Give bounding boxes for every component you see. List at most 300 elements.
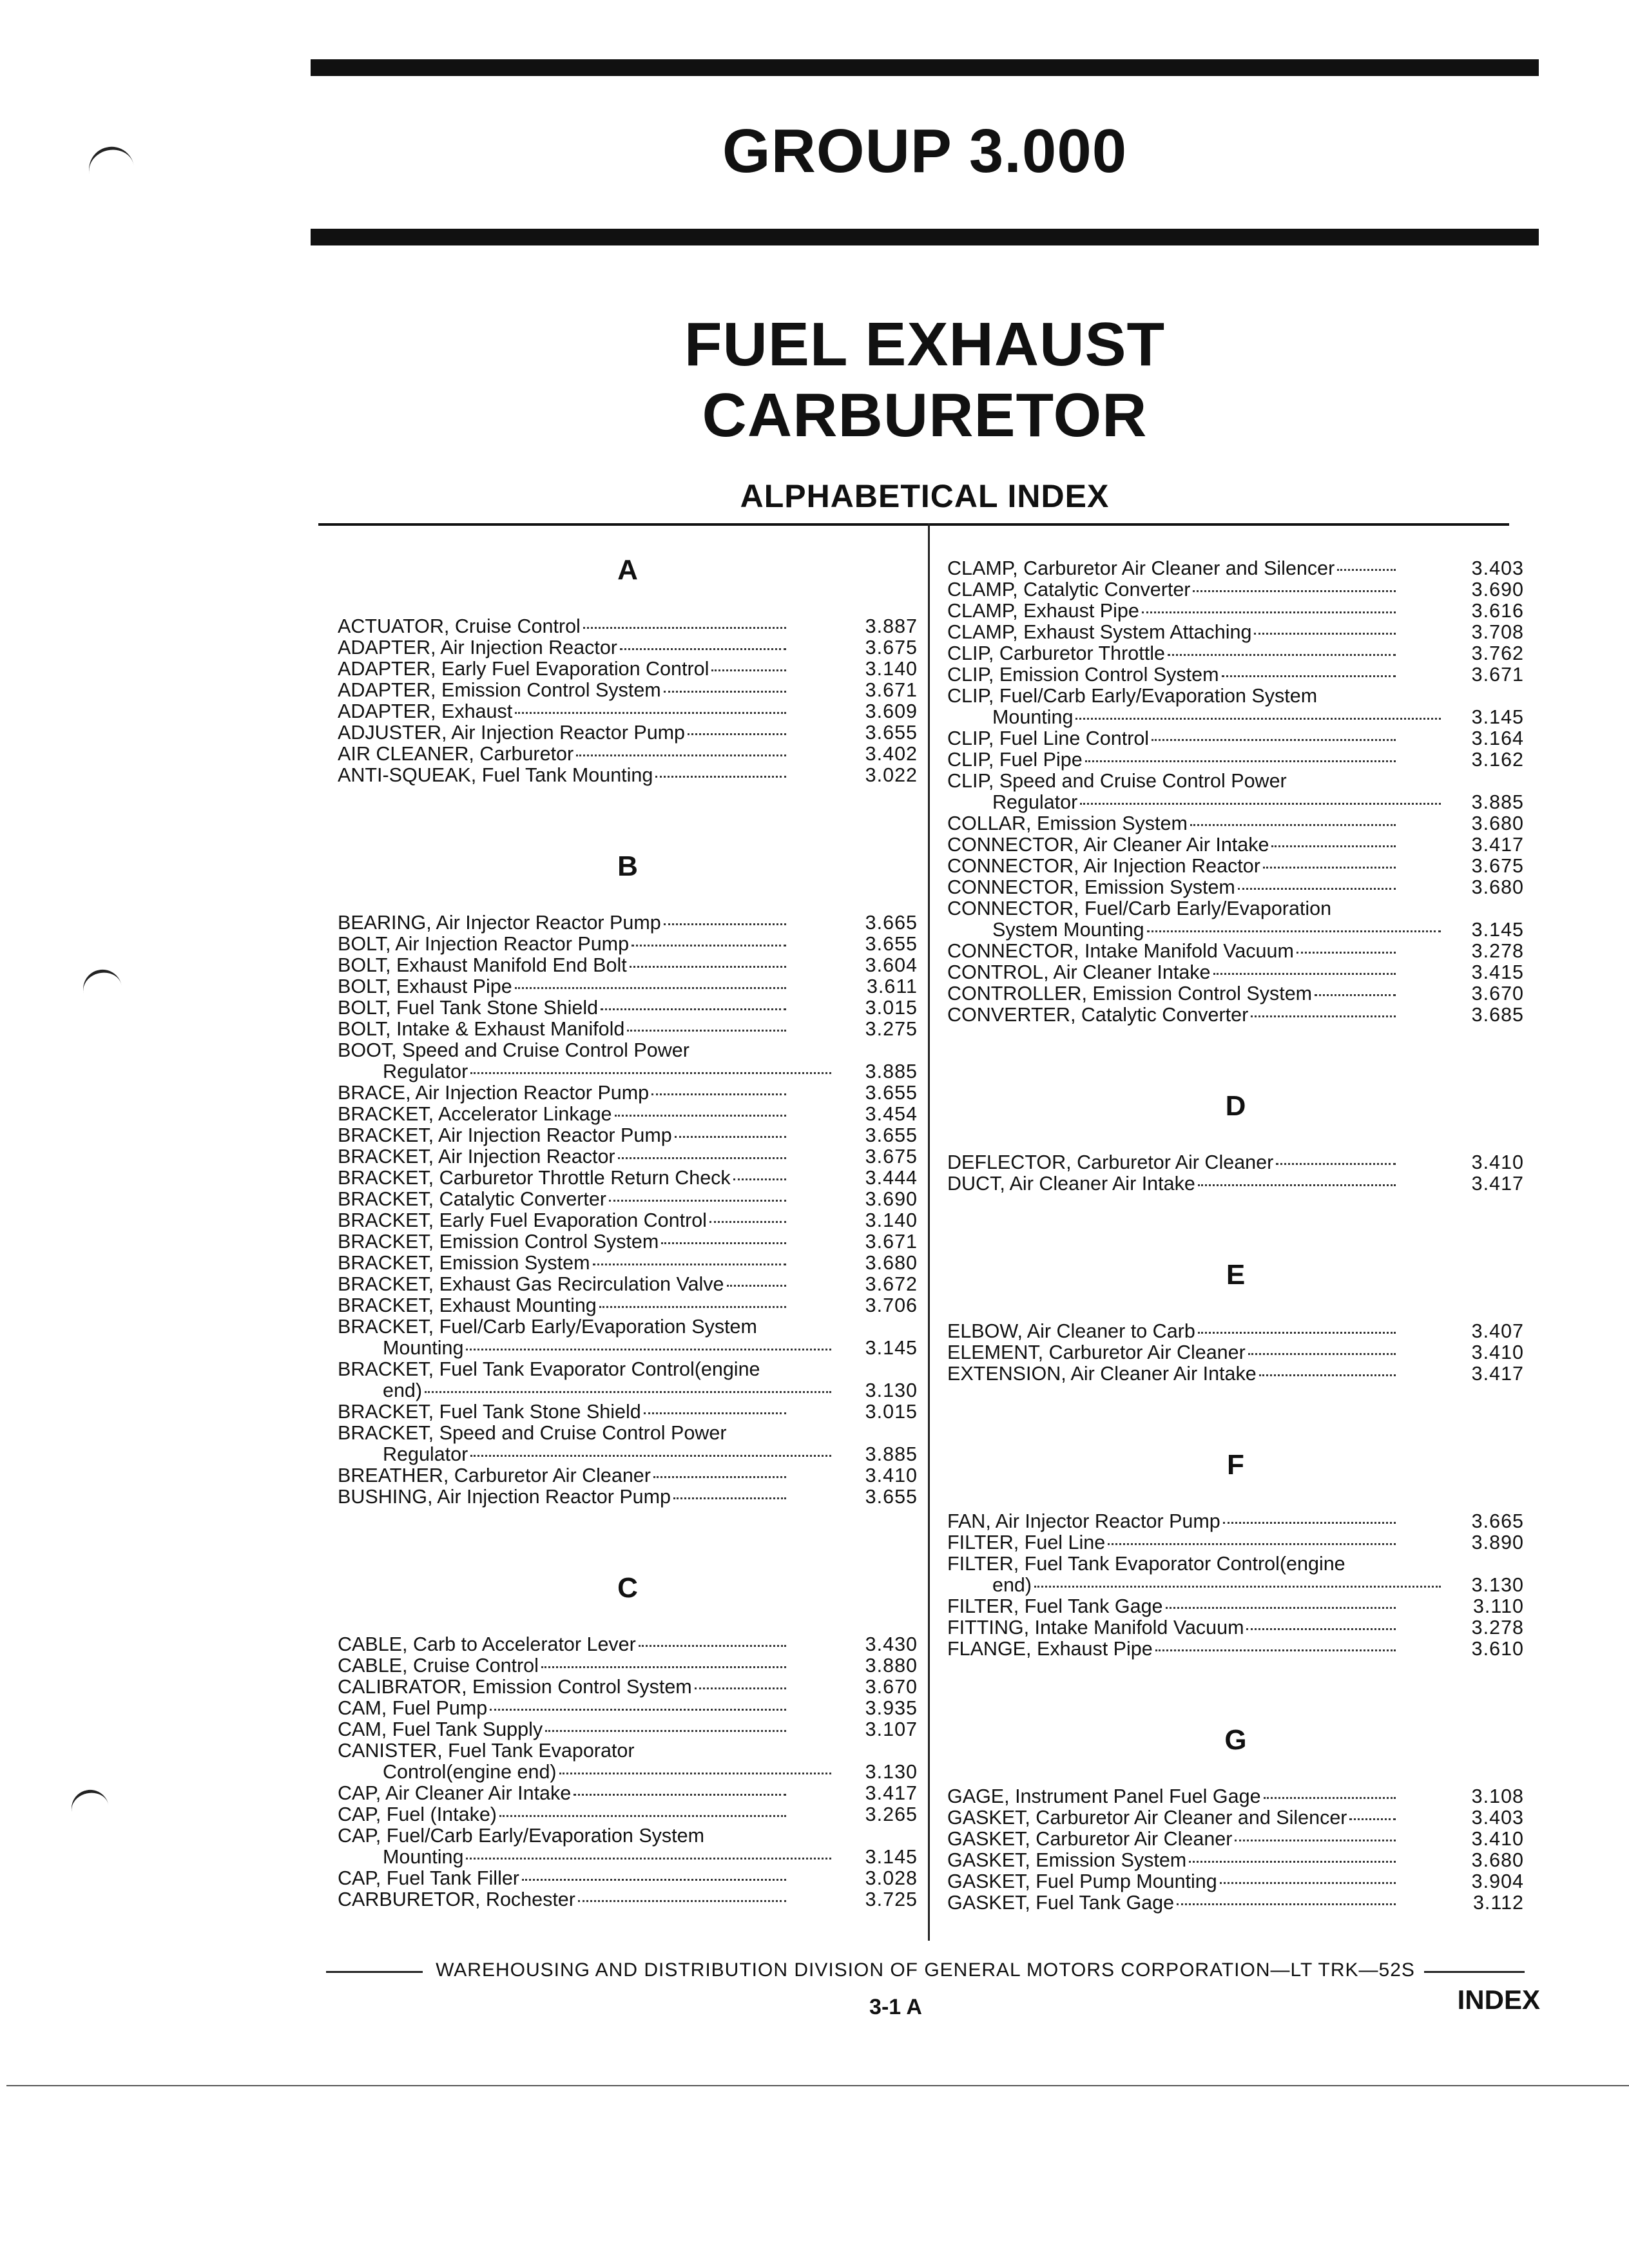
left-index-column — [338, 554, 918, 1910]
dot-leader — [630, 966, 786, 968]
dot-leader — [1189, 1861, 1396, 1863]
index-entry-line — [338, 934, 789, 955]
dot-leader — [1251, 1015, 1396, 1017]
index-entry-text: CABLE, Cruise Control — [338, 1655, 539, 1677]
index-entry-text: end) — [383, 1379, 423, 1401]
index-entry-text: CALIBRATOR, Emission Control System — [338, 1676, 692, 1698]
dot-leader — [1034, 1586, 1441, 1588]
index-entry — [338, 1253, 918, 1274]
group-spacer — [947, 1026, 1524, 1090]
index-entry-page: 3.655 — [865, 933, 918, 955]
index-entry-page: 3.275 — [865, 1018, 918, 1040]
dot-leader — [1152, 739, 1396, 741]
index-entry-line — [338, 1210, 789, 1231]
index-entry — [338, 912, 918, 934]
index-entry-page: 3.885 — [865, 1061, 918, 1082]
dot-leader — [1222, 675, 1396, 677]
dot-leader — [1198, 1184, 1396, 1186]
index-entry-page: 3.762 — [1471, 642, 1524, 664]
dot-leader — [1349, 1818, 1396, 1820]
dot-leader — [627, 1030, 786, 1032]
index-entry-text: BRACKET, Catalytic Converter — [338, 1188, 606, 1210]
dot-leader — [1213, 973, 1396, 975]
index-entry-page: 3.655 — [865, 1082, 918, 1104]
index-entry-text: Control(engine end) — [383, 1761, 557, 1783]
index-entry-text: ADAPTER, Exhaust — [338, 700, 513, 722]
dot-leader — [1315, 994, 1396, 996]
index-entry-page: 3.145 — [865, 1846, 918, 1868]
index-entry-page: 3.028 — [865, 1867, 918, 1889]
index-entry-page: 3.107 — [865, 1718, 918, 1740]
index-entry-text: FILTER, Fuel Tank Gage — [947, 1595, 1163, 1617]
index-entry-page: 3.110 — [1472, 1595, 1524, 1617]
dot-leader — [727, 1285, 786, 1287]
dot-leader — [1264, 1797, 1396, 1799]
dot-leader — [1296, 952, 1396, 954]
index-entry-page: 3.410 — [1471, 1828, 1524, 1850]
index-entry-line — [338, 976, 789, 997]
index-entry-line — [947, 1829, 1398, 1850]
index-entry — [338, 722, 918, 744]
dot-leader — [1166, 1607, 1396, 1609]
index-entry-page: 3.278 — [1471, 1617, 1524, 1639]
index-entry-text: CLIP, Carburetor Throttle — [947, 642, 1165, 664]
index-entry-line — [947, 1850, 1398, 1871]
index-entry-text: CAP, Fuel Tank Filler — [338, 1867, 519, 1889]
index-entry-line — [947, 1342, 1398, 1363]
index-entry — [338, 1295, 918, 1316]
right-index-column — [947, 558, 1524, 1914]
index-entry-line — [338, 1380, 834, 1401]
index-entry-text: Regulator — [383, 1443, 468, 1465]
index-entry-line — [338, 1061, 834, 1082]
index-entry-line — [338, 1847, 834, 1868]
index-entry-line — [338, 1719, 789, 1740]
dot-leader — [545, 1730, 786, 1732]
dot-leader — [1080, 803, 1441, 805]
index-entry-text: Mounting — [383, 1337, 464, 1359]
column-divider — [928, 523, 930, 1941]
index-entry — [338, 1189, 918, 1210]
index-entry-page: 3.680 — [1471, 812, 1524, 834]
index-entry-line — [947, 1617, 1398, 1639]
index-letter-heading: D — [1225, 1090, 1246, 1122]
index-entry-line — [338, 637, 789, 658]
index-entry-page: 3.725 — [865, 1888, 918, 1910]
index-entry-line — [338, 658, 789, 680]
index-entry-page: 3.604 — [865, 954, 918, 976]
index-entry-text: CLIP, Fuel Pipe — [947, 749, 1083, 771]
page-bottom-rule — [6, 2085, 1629, 2086]
index-entry-text: Mounting — [383, 1846, 464, 1868]
dot-leader — [664, 923, 786, 925]
index-entry-line — [947, 664, 1398, 686]
index-entry-page: 3.670 — [865, 1676, 918, 1698]
index-entry-page: 3.708 — [1471, 621, 1524, 643]
dot-leader — [615, 1115, 786, 1117]
index-entry-line — [338, 1189, 789, 1210]
index-entry-line — [947, 1363, 1398, 1385]
index-entry-page: 3.164 — [1471, 727, 1524, 749]
index-entry-page: 3.616 — [1471, 600, 1524, 622]
index-entry-page: 3.454 — [865, 1103, 918, 1125]
index-entry-text: BRACKET, Exhaust Gas Recirculation Valve — [338, 1273, 724, 1295]
index-entry-text: ADAPTER, Emission Control System — [338, 679, 661, 701]
index-entry-page: 3.278 — [1471, 940, 1524, 962]
index-entry-page: 3.880 — [865, 1655, 918, 1677]
index-entry-text: BOOT, Speed and Cruise Control Power — [338, 1039, 689, 1061]
index-entry-text: CONTROLLER, Emission Control System — [947, 983, 1313, 1004]
index-entry-line — [338, 722, 789, 744]
dot-leader — [733, 1178, 786, 1180]
footer-rule-left — [326, 1971, 423, 1973]
dot-leader — [578, 1900, 786, 1902]
index-entry-line — [947, 1639, 1398, 1660]
index-entry-page: 3.890 — [1471, 1532, 1524, 1553]
index-entry-text: BRACKET, Emission Control System — [338, 1231, 659, 1253]
index-entry — [338, 744, 918, 765]
index-entry-page: 3.885 — [865, 1443, 918, 1465]
index-entry-text: AIR CLEANER, Carburetor — [338, 743, 574, 765]
index-entry-line — [947, 1871, 1398, 1892]
index-entry-text: GAGE, Instrument Panel Fuel Gage — [947, 1785, 1261, 1807]
index-entry — [947, 601, 1524, 622]
index-entry — [338, 955, 918, 976]
index-entry — [947, 983, 1524, 1004]
index-entry-line — [947, 579, 1398, 601]
index-entry-line — [338, 1889, 789, 1910]
index-entry-line — [947, 1553, 1398, 1575]
index-entry — [947, 1829, 1524, 1850]
index-entry-line — [947, 1321, 1398, 1342]
index-letter-heading: G — [1224, 1724, 1247, 1756]
index-entry — [947, 1871, 1524, 1892]
index-entry — [338, 1210, 918, 1231]
index-entry-text: CONTROL, Air Cleaner Intake — [947, 961, 1211, 983]
index-entry-page: 3.675 — [865, 1146, 918, 1168]
index-entry — [947, 1617, 1524, 1639]
dot-leader — [620, 648, 786, 650]
group-spacer — [947, 1195, 1524, 1259]
index-entry-text: GASKET, Fuel Tank Gage — [947, 1892, 1175, 1914]
index-entry-text: BOLT, Intake & Exhaust Manifold — [338, 1018, 625, 1040]
index-entry-text: ACTUATOR, Cruise Control — [338, 615, 581, 637]
index-entry-text: FILTER, Fuel Line — [947, 1532, 1106, 1553]
dot-leader — [583, 627, 786, 629]
index-entry-line — [338, 1868, 789, 1889]
index-entry-text: ADAPTER, Air Injection Reactor — [338, 637, 617, 658]
dot-leader — [695, 1687, 786, 1689]
dot-leader — [1263, 867, 1396, 869]
top-rule-bar — [311, 59, 1539, 76]
index-entry-line — [338, 1740, 789, 1762]
dot-leader — [1108, 1543, 1396, 1545]
index-entry-page: 3.935 — [865, 1697, 918, 1719]
index-entry-line — [947, 856, 1398, 877]
index-entry-line — [947, 771, 1398, 792]
index-entry-page: 3.402 — [865, 743, 918, 765]
index-entry-text: CAP, Fuel (Intake) — [338, 1803, 497, 1825]
index-entry-text: CAM, Fuel Pump — [338, 1697, 488, 1719]
index-rule — [318, 523, 1509, 526]
index-entry-line — [947, 1532, 1398, 1553]
index-entry — [338, 1423, 918, 1465]
index-entry-text: FLANGE, Exhaust Pipe — [947, 1638, 1153, 1660]
dot-leader — [490, 1709, 786, 1711]
index-entry-text: CAP, Fuel/Carb Early/Evaporation System — [338, 1825, 705, 1847]
index-entry-line — [338, 1423, 789, 1444]
group-spacer — [947, 1660, 1524, 1724]
index-entry-text: BOLT, Exhaust Pipe — [338, 975, 512, 997]
index-entry-page: 3.403 — [1471, 1807, 1524, 1829]
group-spacer — [338, 1508, 918, 1572]
dot-leader — [1085, 760, 1396, 762]
index-entry — [947, 1152, 1524, 1173]
index-entry — [947, 1850, 1524, 1871]
dot-leader — [1142, 611, 1396, 613]
index-entry-text: GASKET, Carburetor Air Cleaner — [947, 1828, 1233, 1850]
index-entry-page: 3.680 — [1471, 876, 1524, 898]
index-entry — [947, 664, 1524, 686]
index-entry-line — [338, 1401, 789, 1423]
index-entry-page: 3.706 — [865, 1294, 918, 1316]
group-title: GROUP 3.000 — [722, 117, 1128, 186]
index-entry-page: 3.671 — [865, 1231, 918, 1253]
index-entry — [947, 813, 1524, 834]
index-entry-line — [947, 1152, 1398, 1173]
index-entry-text: FAN, Air Injector Reactor Pump — [947, 1510, 1220, 1532]
index-entry — [338, 1783, 918, 1804]
index-entry — [947, 1596, 1524, 1617]
index-entry-text: DUCT, Air Cleaner Air Intake — [947, 1173, 1195, 1195]
index-entry-page: 3.112 — [1472, 1892, 1524, 1914]
index-entry-line — [947, 601, 1398, 622]
index-entry-page: 3.675 — [865, 637, 918, 658]
index-entry-text: BRACKET, Fuel/Carb Early/Evaporation System — [338, 1316, 757, 1338]
index-entry-line — [947, 686, 1398, 707]
middle-rule-bar — [311, 229, 1539, 245]
dot-leader — [515, 712, 786, 714]
dot-leader — [1147, 930, 1441, 932]
index-entry — [338, 1486, 918, 1508]
index-entry-text: System Mounting — [992, 919, 1144, 941]
index-letter-heading: C — [617, 1572, 638, 1604]
index-entry — [338, 680, 918, 701]
index-entry-text: ELEMENT, Carburetor Air Cleaner — [947, 1341, 1246, 1363]
index-entry-page: 3.130 — [865, 1761, 918, 1783]
index-entry-line — [947, 1511, 1398, 1532]
dot-leader — [675, 1136, 786, 1138]
index-entry-text: BRACKET, Exhaust Mounting — [338, 1294, 597, 1316]
index-entry — [947, 771, 1524, 813]
dot-leader — [673, 1497, 786, 1499]
index-entry — [947, 728, 1524, 749]
index-entry-page: 3.665 — [1471, 1510, 1524, 1532]
index-entry-page: 3.410 — [1471, 1341, 1524, 1363]
index-entry — [338, 1146, 918, 1168]
dot-leader — [593, 1264, 786, 1265]
dot-leader — [1193, 590, 1396, 592]
index-entry-line — [947, 643, 1398, 664]
index-entry-line — [338, 1040, 789, 1061]
index-entry-line — [338, 1677, 789, 1698]
index-entry-text: CAP, Air Cleaner Air Intake — [338, 1782, 572, 1804]
index-entry-page: 3.611 — [866, 975, 918, 997]
dot-leader — [609, 1200, 786, 1202]
index-entry-page: 3.265 — [865, 1803, 918, 1825]
index-entry — [338, 997, 918, 1019]
index-entry-text: Regulator — [383, 1061, 468, 1082]
index-entry-text: GASKET, Carburetor Air Cleaner and Silencer — [947, 1807, 1347, 1829]
index-entry-page: 3.145 — [865, 1337, 918, 1359]
dot-leader — [711, 669, 786, 671]
index-entry-line — [947, 813, 1398, 834]
index-entry-text: CONNECTOR, Air Injection Reactor — [947, 855, 1260, 877]
index-entry-line — [947, 834, 1398, 856]
index-entry-page: 3.415 — [1471, 961, 1524, 983]
index-entry-line — [947, 983, 1398, 1004]
index-entry-text: CAM, Fuel Tank Supply — [338, 1718, 543, 1740]
index-entry-page: 3.417 — [1471, 834, 1524, 856]
dot-leader — [631, 945, 786, 947]
index-entry-text: CLIP, Fuel/Carb Early/Evaporation System — [947, 685, 1318, 707]
dot-leader — [688, 733, 786, 735]
index-entry-line — [947, 1004, 1398, 1026]
index-entry-line — [947, 1173, 1398, 1195]
index-entry-line — [338, 701, 789, 722]
index-entry-page: 3.108 — [1471, 1785, 1524, 1807]
index-entry-line — [338, 1019, 789, 1040]
index-entry-page: 3.130 — [1471, 1574, 1524, 1596]
index-entry — [338, 1655, 918, 1677]
index-entry — [338, 1634, 918, 1655]
index-entry-page: 3.610 — [1471, 1638, 1524, 1660]
index-entry-text: BRACKET, Carburetor Throttle Return Check — [338, 1167, 731, 1189]
index-entry-line — [338, 1338, 834, 1359]
index-entry — [338, 1274, 918, 1295]
dot-leader — [576, 754, 786, 756]
index-entry-text: Regulator — [992, 791, 1078, 813]
index-entry — [947, 1639, 1524, 1660]
index-entry-text: EXTENSION, Air Cleaner Air Intake — [947, 1363, 1257, 1385]
footer-text: WAREHOUSING AND DISTRIBUTION DIVISION OF GENERAL MOTORS CORPORATION—LT TRK—52S — [436, 1959, 1415, 1981]
index-entry-page: 3.417 — [1471, 1363, 1524, 1385]
index-entry-page: 3.680 — [865, 1252, 918, 1274]
dot-leader — [1238, 888, 1396, 890]
index-entry-text: Mounting — [992, 706, 1074, 728]
index-entry-line — [338, 1082, 789, 1104]
dot-leader — [541, 1666, 786, 1668]
dot-leader — [651, 1093, 786, 1095]
index-entry-line — [947, 707, 1443, 728]
dot-leader — [1271, 845, 1396, 847]
index-entry — [338, 1019, 918, 1040]
index-entry-line — [338, 912, 789, 934]
index-entry-line — [338, 1316, 789, 1338]
index-title: ALPHABETICAL INDEX — [740, 478, 1110, 514]
index-entry-line — [338, 1104, 789, 1125]
index-entry-text: GASKET, Emission System — [947, 1849, 1187, 1871]
dot-leader — [664, 691, 786, 693]
index-entry-page: 3.887 — [865, 615, 918, 637]
dot-leader — [1248, 1353, 1396, 1355]
index-entry-text: CLAMP, Exhaust System Attaching — [947, 621, 1252, 643]
index-entry-line — [338, 1146, 789, 1168]
index-entry — [947, 877, 1524, 898]
index-entry-page: 3.904 — [1471, 1870, 1524, 1892]
index-entry-line — [947, 792, 1443, 813]
index-entry — [338, 1401, 918, 1423]
index-entry — [338, 1231, 918, 1253]
index-entry-text: CLAMP, Catalytic Converter — [947, 579, 1191, 601]
index-entry — [947, 962, 1524, 983]
dot-leader — [522, 1879, 786, 1881]
index-entry — [338, 1359, 918, 1401]
index-entry-page: 3.145 — [1471, 706, 1524, 728]
binder-hole-mark — [68, 1787, 111, 1825]
dot-leader — [515, 987, 786, 989]
index-entry-line — [338, 1465, 789, 1486]
index-entry-page: 3.671 — [1471, 664, 1524, 686]
index-entry-page: 3.410 — [1471, 1151, 1524, 1173]
index-entry-text: BRACKET, Speed and Cruise Control Power — [338, 1422, 727, 1444]
index-entry-page: 3.417 — [865, 1782, 918, 1804]
dot-leader — [466, 1349, 831, 1350]
index-entry-page: 3.885 — [1471, 791, 1524, 813]
index-letter-heading: F — [1227, 1449, 1244, 1481]
index-entry-text: BOLT, Air Injection Reactor Pump — [338, 933, 630, 955]
index-entry-page: 3.671 — [865, 679, 918, 701]
index-entry-line — [338, 1274, 789, 1295]
index-entry-text: ANTI-SQUEAK, Fuel Tank Mounting — [338, 764, 653, 786]
index-entry-text: BRACKET, Emission System — [338, 1252, 590, 1274]
index-entry — [947, 856, 1524, 877]
index-entry — [947, 941, 1524, 962]
index-entry-text: FILTER, Fuel Tank Evaporator Control(engine — [947, 1553, 1345, 1575]
index-entry — [947, 579, 1524, 601]
dot-leader — [1235, 1840, 1396, 1841]
index-entry-text: BRACKET, Fuel Tank Evaporator Control(engine — [338, 1358, 760, 1380]
dot-leader — [655, 776, 786, 778]
group-spacer — [947, 1385, 1524, 1449]
index-entry-text: CLAMP, Carburetor Air Cleaner and Silencer — [947, 557, 1335, 579]
index-entry-line — [338, 997, 789, 1019]
index-entry-text: BOLT, Fuel Tank Stone Shield — [338, 997, 599, 1019]
index-entry-line — [947, 1575, 1443, 1596]
index-entry-text: BRACKET, Early Fuel Evaporation Control — [338, 1209, 707, 1231]
dot-leader — [425, 1391, 831, 1393]
index-entry-page: 3.015 — [865, 1401, 918, 1423]
index-entry-page: 3.162 — [1471, 749, 1524, 771]
index-entry — [338, 976, 918, 997]
index-entry-text: ADJUSTER, Air Injection Reactor Pump — [338, 722, 686, 744]
index-entry-page: 3.403 — [1471, 557, 1524, 579]
index-entry — [338, 616, 918, 637]
index-entry — [947, 1004, 1524, 1026]
index-entry — [947, 622, 1524, 643]
dot-leader — [470, 1072, 831, 1074]
index-entry — [338, 1125, 918, 1146]
index-entry-page: 3.145 — [1471, 919, 1524, 941]
index-entry — [947, 1532, 1524, 1553]
index-entry-text: CLIP, Speed and Cruise Control Power — [947, 770, 1287, 792]
dot-leader — [1254, 633, 1396, 635]
index-entry — [947, 1892, 1524, 1914]
dot-leader — [601, 1008, 786, 1010]
index-entry — [338, 1040, 918, 1082]
index-entry-line — [338, 1359, 789, 1380]
index-entry-line — [338, 744, 789, 765]
